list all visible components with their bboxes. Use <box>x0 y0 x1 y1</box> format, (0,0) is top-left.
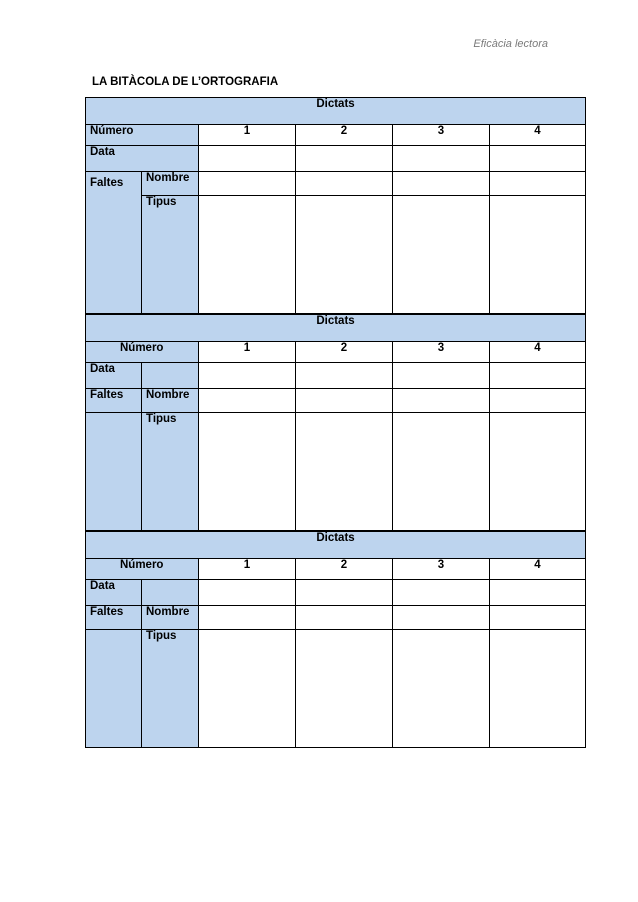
data-cell[interactable] <box>393 146 490 172</box>
data-cell[interactable] <box>199 146 296 172</box>
tipus-cell[interactable] <box>296 413 393 531</box>
nombre-cell[interactable] <box>296 389 393 413</box>
dictats-heading: Dictats <box>86 532 586 559</box>
nombre-cell[interactable] <box>490 172 586 196</box>
data-label: Data <box>86 580 142 606</box>
tipus-spacer <box>86 630 142 748</box>
numero-row <box>86 125 586 146</box>
faltes-label: Faltes <box>86 606 142 630</box>
dictats-table-3 <box>85 531 586 748</box>
column-number: 4 <box>490 342 586 363</box>
nombre-cell[interactable] <box>296 606 393 630</box>
column-number: 3 <box>393 125 490 146</box>
dictats-heading: Dictats <box>86 98 586 125</box>
column-number: 1 <box>199 125 296 146</box>
data-spacer <box>142 580 199 606</box>
data-label: Data <box>86 146 199 172</box>
tipus-row <box>86 630 586 748</box>
data-cell[interactable] <box>490 363 586 389</box>
tipus-cell[interactable] <box>393 630 490 748</box>
tipus-cell[interactable] <box>199 413 296 531</box>
numero-row <box>86 559 586 580</box>
tipus-cell[interactable] <box>296 630 393 748</box>
nombre-cell[interactable] <box>199 172 296 196</box>
data-cell[interactable] <box>393 580 490 606</box>
data-cell[interactable] <box>296 363 393 389</box>
numero-label: Número <box>86 342 199 363</box>
nombre-cell[interactable] <box>490 606 586 630</box>
tipus-cell[interactable] <box>490 630 586 748</box>
data-cell[interactable] <box>296 146 393 172</box>
column-number: 2 <box>296 125 393 146</box>
faltes-label: Faltes <box>86 172 142 314</box>
column-number: 4 <box>490 125 586 146</box>
tipus-row <box>86 413 586 531</box>
data-spacer <box>142 363 199 389</box>
nombre-label: Nombre <box>142 606 199 630</box>
data-cell[interactable] <box>490 146 586 172</box>
dictats-table-2 <box>85 314 586 531</box>
faltes-label: Faltes <box>86 389 142 413</box>
tipus-cell[interactable] <box>393 413 490 531</box>
column-number: 2 <box>296 342 393 363</box>
dictats-heading-row <box>86 315 586 342</box>
nombre-cell[interactable] <box>199 606 296 630</box>
dictats-heading-row <box>86 98 586 125</box>
tipus-cell[interactable] <box>199 630 296 748</box>
column-number: 3 <box>393 342 490 363</box>
tipus-cell[interactable] <box>490 413 586 531</box>
nombre-cell[interactable] <box>490 389 586 413</box>
data-cell[interactable] <box>490 580 586 606</box>
data-row <box>86 146 586 172</box>
data-cell[interactable] <box>296 580 393 606</box>
tipus-cell[interactable] <box>490 196 586 314</box>
numero-label: Número <box>86 559 199 580</box>
column-number: 4 <box>490 559 586 580</box>
column-number: 1 <box>199 342 296 363</box>
nombre-cell[interactable] <box>393 172 490 196</box>
tipus-cell[interactable] <box>393 196 490 314</box>
numero-label: Número <box>86 125 199 146</box>
nombre-cell[interactable] <box>199 389 296 413</box>
tipus-label: Tipus <box>142 413 199 531</box>
dictats-heading: Dictats <box>86 315 586 342</box>
data-cell[interactable] <box>393 363 490 389</box>
nombre-cell[interactable] <box>296 172 393 196</box>
document-title: LA BITÀCOLA DE L’ORTOGRAFIA <box>92 76 279 88</box>
nombre-label: Nombre <box>142 172 199 196</box>
nombre-cell[interactable] <box>393 606 490 630</box>
data-label: Data <box>86 363 142 389</box>
data-cell[interactable] <box>199 363 296 389</box>
data-row <box>86 363 586 389</box>
faltes-nombre-row <box>86 172 586 196</box>
data-cell[interactable] <box>199 580 296 606</box>
tipus-label: Tipus <box>142 196 199 314</box>
dictats-heading-row <box>86 532 586 559</box>
faltes-nombre-row <box>86 389 586 413</box>
tipus-row <box>86 196 586 314</box>
tipus-spacer <box>86 413 142 531</box>
numero-row <box>86 342 586 363</box>
column-number: 3 <box>393 559 490 580</box>
data-row <box>86 580 586 606</box>
tipus-cell[interactable] <box>199 196 296 314</box>
running-header: Eficàcia lectora <box>473 38 548 50</box>
tipus-label: Tipus <box>142 630 199 748</box>
faltes-nombre-row <box>86 606 586 630</box>
column-number: 1 <box>199 559 296 580</box>
dictats-table-1 <box>85 97 586 314</box>
tipus-cell[interactable] <box>296 196 393 314</box>
nombre-label: Nombre <box>142 389 199 413</box>
nombre-cell[interactable] <box>393 389 490 413</box>
column-number: 2 <box>296 559 393 580</box>
